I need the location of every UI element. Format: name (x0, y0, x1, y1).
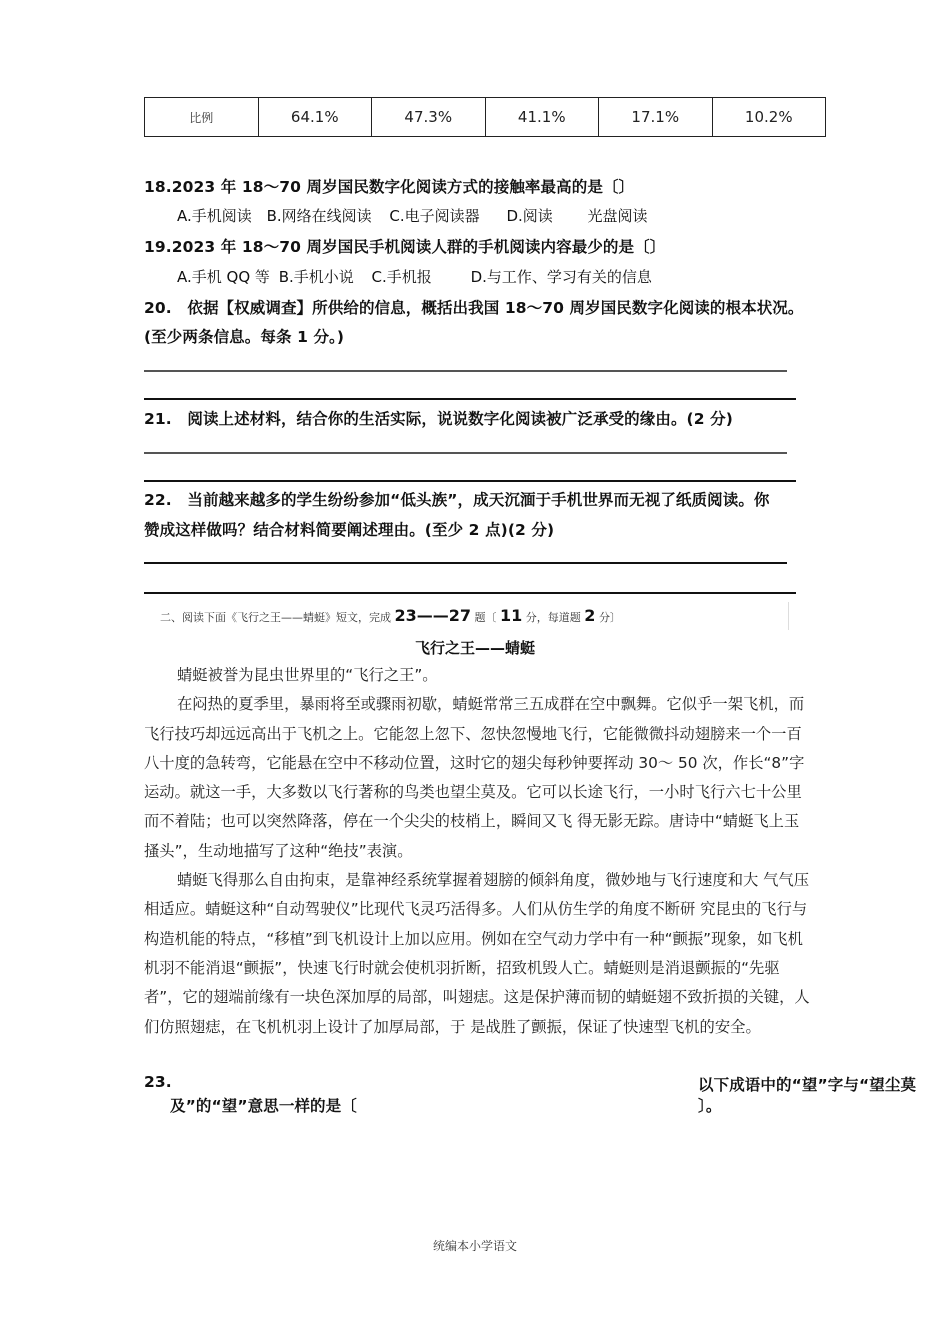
answer-line[interactable] (144, 370, 787, 372)
option-a[interactable]: A.手机阅读 (177, 207, 252, 225)
option-d[interactable]: D.与工作、学习有关的信息 (470, 268, 652, 286)
section-total-points: 11 (500, 606, 523, 625)
table-cell: 47.3% (372, 98, 486, 137)
option-d[interactable]: D.阅读 (506, 207, 553, 225)
table-cell: 17.1% (599, 98, 713, 137)
article-paragraph: 在闷热的夏季里，暴雨将至或骤雨初歇，蜻蜓常常三五成群在空中飘舞。它似乎一架飞机，而飞行技巧却远远高出于飞机之上。它能忽上忽下、忽快忽慢地飞行，它能微微抖动翅膀来一个一百八十度的急转弯，它能悬在空中不移动位置，这时它的翅尖每秒钟要挥动 30～ 50 次，作长“8”字运动。就这一手，大多数以飞行著称的鸟类也望尘莫及。它可以长途飞行，一小时飞行六七十公里而不着陆；也可以突然降落，停在一个尖尖的枝梢上，瞬间又飞 得无影无踪。唐诗中“蜻蜓飞上玉搔头”，生动地描写了这种“绝技”表演。 (144, 695, 805, 860)
section-suffix: 分〕 (598, 611, 621, 624)
article-title: 飞行之王——蜻蜓 (414, 639, 535, 657)
option-a[interactable]: A.手机 QQ 等 (177, 268, 270, 286)
table-cell: 10.2% (712, 98, 826, 137)
article-body (144, 661, 814, 1042)
section-range: 23——27 (394, 606, 472, 625)
option-c[interactable]: C.电子阅读器 (389, 207, 480, 225)
question-23-text-right: 以下成语中的“望”字与“望尘莫 (698, 1076, 917, 1094)
question-20-line-1: 20. 依据【权威调查】所供给的信息，概括出我国 18～70 周岁国民数字化阅读的根本状况。 (144, 299, 804, 317)
question-23-number: 23. (144, 1073, 172, 1091)
section-prefix: 二、阅读下面《飞行之王——蜻蜓》短文，完成 (160, 611, 391, 624)
question-20-line-2: (至少两条信息。每条 1 分。) (144, 328, 345, 346)
answer-line[interactable] (144, 592, 796, 594)
answer-line[interactable] (144, 480, 796, 482)
article-paragraph: 蜻蜓被誉为昆虫世界里的“飞行之王”。 (177, 666, 438, 684)
section-mid-1: 题〔 (474, 611, 497, 624)
option-c[interactable]: C.手机报 (371, 268, 432, 286)
option-b[interactable]: B.手机小说 (278, 268, 354, 286)
table-row-label: 比例 (145, 98, 259, 137)
table-row (145, 98, 826, 137)
table-cell: 41.1% (485, 98, 599, 137)
question-23-end: 〕。 (698, 1097, 722, 1115)
answer-line[interactable] (144, 452, 787, 454)
question-22-line-1: 22. 当前越来越多的学生纷纷参加“低头族”，成天沉湎于手机世界而无视了纸质阅读。你 (144, 491, 770, 509)
section-header (160, 602, 789, 630)
section-each-points: 2 (584, 606, 596, 625)
question-22-line-2: 赞成这样做吗？结合材料简要阐述理由。(至少 2 点)(2 分) (144, 521, 555, 539)
page-footer: 统编本小学语文 (432, 1239, 517, 1253)
question-19-options (177, 266, 652, 287)
question-23-text-left: 及”的“望”意思一样的是〔 (170, 1097, 357, 1115)
question-19: 19.2023 年 18～70 周岁国民手机阅读人群的手机阅读内容最少的是〔〕 (144, 238, 666, 256)
answer-line[interactable] (144, 562, 787, 564)
option-b[interactable]: B.网络在线阅读 (266, 207, 372, 225)
question-18-options (177, 205, 648, 226)
section-mid-2: 分，每道题 (525, 611, 581, 624)
option-d-continued: 光盘阅读 (587, 207, 648, 225)
answer-line[interactable] (144, 398, 796, 400)
question-21: 21. 阅读上述材料，结合你的生活实际，说说数字化阅读被广泛承受的缘由。(2 分) (144, 410, 733, 428)
question-18: 18.2023 年 18～70 周岁国民数字化阅读方式的接触率最高的是〔〕 (144, 178, 635, 196)
statistics-table (144, 97, 826, 137)
table-cell: 64.1% (258, 98, 372, 137)
article-paragraph: 蜻蜓飞得那么自由拘束，是靠神经系统掌握着翅膀的倾斜角度，微妙地与飞行速度和大 气气压相适应。蜻蜓这种“自动驾驶仪”比现代飞灵巧活得多。人们从仿生学的角度不断研 究昆虫的飞行与构造机能的特点，“移植”到飞机设计上加以应用。例如在空气动力学中有一种“颤振”现象，如飞机机羽不能消退“颤振”，快速飞行时就会使机羽折断，招致机毁人亡。蜻蜓则是消退颤振的“先驱者”，它的翅端前缘有一块色深加厚的局部，叫翅痣。这是保护薄而韧的蜻蜓翅不致折损的关键，人们仿照翅痣，在飞机机羽上设计了加厚局部，于 是战胜了颤振，保证了快速型飞机的安全。 (144, 871, 810, 1036)
